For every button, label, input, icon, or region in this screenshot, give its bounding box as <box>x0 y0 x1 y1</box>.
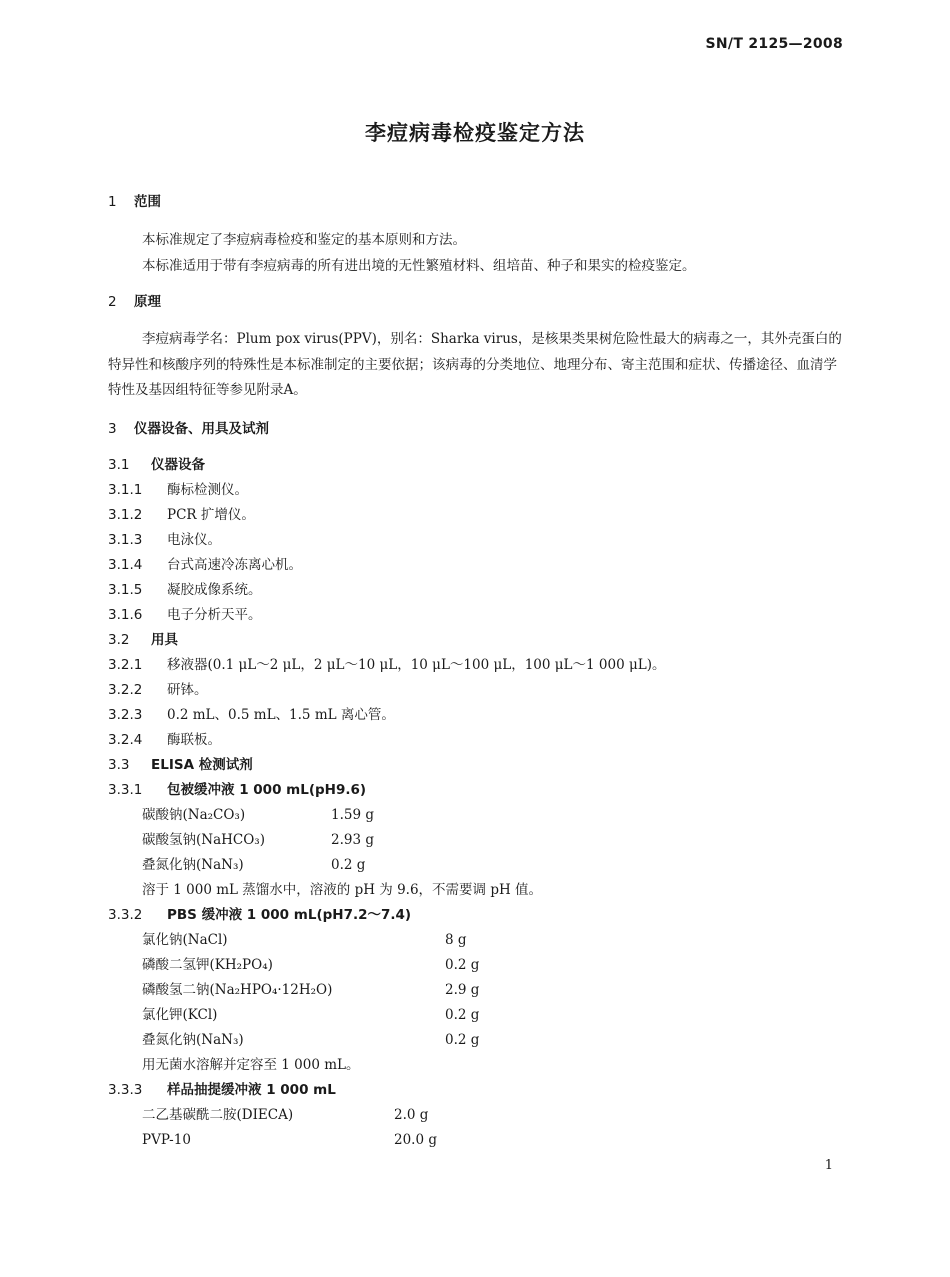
reagent-row <box>108 828 848 853</box>
reagent-row <box>108 1003 848 1028</box>
reagent-amount: 8 g <box>445 932 467 948</box>
reagent-row <box>108 853 848 878</box>
equipment-list <box>108 453 848 1153</box>
list-item <box>108 478 848 503</box>
item-text: 酶标检测仪。 <box>167 482 248 498</box>
subsection-heading <box>108 453 848 478</box>
reagent-amount: 0.2 g <box>331 857 366 873</box>
subsection-heading <box>108 628 848 653</box>
reagent-row <box>108 803 848 828</box>
paragraph: 李痘病毒学名：Plum pox virus(PPV)，别名：Sharka virus，是核果类果树危险性最大的病毒之一，其外壳蛋白的特异性和核酸序列的特殊性是本标准制定的主要依据；该病毒的分类地位、地理分布、寄主范围和症状、传播途径、血清学特性及基因组特征等参见附录A。 <box>108 331 842 398</box>
reagent-name: 碳酸钠(Na₂CO₃) <box>142 807 246 823</box>
reagent-amount: 1.59 g <box>331 807 374 823</box>
subsection-title: 用具 <box>151 632 178 648</box>
principle-body <box>108 327 848 404</box>
reagent-amount: 2.93 g <box>331 832 374 848</box>
item-number: 3.2.3 <box>108 707 143 723</box>
reagent-amount: 0.2 g <box>445 957 480 973</box>
item-number: 3.3.3 <box>108 1082 143 1098</box>
item-text: 移液器(0.1 μL～2 μL，2 μL～10 μL，10 μL～100 μL，100 μL～1 000 μL)。 <box>167 657 666 673</box>
reagent-row <box>108 978 848 1003</box>
list-item <box>108 728 848 753</box>
reagent-name: PVP-10 <box>142 1132 191 1148</box>
section-number: 2 <box>108 294 117 310</box>
list-item <box>108 578 848 603</box>
section-title: 仪器设备、用具及试剂 <box>134 421 269 437</box>
reagent-name: 磷酸氢二钠(Na₂HPO₄·12H₂O) <box>142 982 333 998</box>
subsection-title: 仪器设备 <box>151 457 205 473</box>
reagent-name: 叠氮化钠(NaN₃) <box>142 857 244 873</box>
reagent-name: 磷酸二氢钾(KH₂PO₄) <box>142 957 273 973</box>
paragraph: 本标准规定了李痘病毒检疫和鉴定的基本原则和方法。 <box>142 232 466 248</box>
reagent-amount: 2.0 g <box>394 1107 429 1123</box>
list-item <box>108 653 848 678</box>
item-number: 3.1.1 <box>108 482 143 498</box>
scope-body <box>108 228 848 279</box>
section-heading <box>108 417 848 442</box>
reagent-title: PBS 缓冲液 1 000 mL(pH7.2～7.4) <box>167 907 412 923</box>
item-number: 3.3.2 <box>108 907 143 923</box>
reagent-heading <box>108 1078 848 1103</box>
item-text: 凝胶成像系统。 <box>167 582 262 598</box>
reagent-name: 碳酸氢钠(NaHCO₃) <box>142 832 265 848</box>
item-number: 3.2.1 <box>108 657 143 673</box>
item-number: 3.1.2 <box>108 507 143 523</box>
item-text: 电泳仪。 <box>167 532 221 548</box>
list-item <box>108 553 848 578</box>
item-number: 3.3.1 <box>108 782 143 798</box>
subsection-title: ELISA 检测试剂 <box>151 757 253 773</box>
reagent-name: 氯化钾(KCl) <box>142 1007 218 1023</box>
list-item <box>108 503 848 528</box>
subsection-number: 3.2 <box>108 632 130 648</box>
reagent-name: 叠氮化钠(NaN₃) <box>142 1032 244 1048</box>
reagent-amount: 0.2 g <box>445 1007 480 1023</box>
list-item <box>108 703 848 728</box>
note-text: 溶于 1 000 mL 蒸馏水中，溶液的 pH 为 9.6，不需要调 pH 值。 <box>142 882 543 898</box>
subsection-number: 3.3 <box>108 757 130 773</box>
subsection-number: 3.1 <box>108 457 130 473</box>
section-scope <box>108 190 848 215</box>
section-heading <box>108 290 848 315</box>
note-text: 用无菌水溶解并定容至 1 000 mL。 <box>142 1057 360 1073</box>
list-item <box>108 678 848 703</box>
section-number: 3 <box>108 421 117 437</box>
item-text: 研钵。 <box>167 682 208 698</box>
list-item <box>108 528 848 553</box>
item-text: PCR 扩增仪。 <box>167 507 255 523</box>
reagent-name: 二乙基碳酰二胺(DIECA) <box>142 1107 294 1123</box>
reagent-row <box>108 928 848 953</box>
item-number: 3.2.2 <box>108 682 143 698</box>
reagent-note <box>108 878 848 903</box>
reagent-note <box>108 1053 848 1078</box>
reagent-amount: 20.0 g <box>394 1132 437 1148</box>
reagent-row <box>108 1128 848 1153</box>
item-text: 0.2 mL、0.5 mL、1.5 mL 离心管。 <box>167 707 395 723</box>
standard-number: SN/T 2125—2008 <box>705 36 843 52</box>
section-title: 原理 <box>134 294 161 310</box>
item-text: 台式高速冷冻离心机。 <box>167 557 302 573</box>
section-number: 1 <box>108 194 117 210</box>
reagent-amount: 0.2 g <box>445 1032 480 1048</box>
reagent-amount: 2.9 g <box>445 982 480 998</box>
reagent-name: 氯化钠(NaCl) <box>142 932 228 948</box>
reagent-row <box>108 953 848 978</box>
reagent-row <box>108 1028 848 1053</box>
document-title: 李痘病毒检疫鉴定方法 <box>365 121 585 145</box>
subsection-heading <box>108 753 848 778</box>
item-text: 酶联板。 <box>167 732 221 748</box>
reagent-title: 样品抽提缓冲液 1 000 mL <box>167 1082 336 1098</box>
page-number: 1 <box>824 1158 833 1173</box>
item-number: 3.1.5 <box>108 582 143 598</box>
paragraph: 本标准适用于带有李痘病毒的所有进出境的无性繁殖材料、组培苗、种子和果实的检疫鉴定。 <box>142 257 696 274</box>
item-number: 3.1.4 <box>108 557 143 573</box>
reagent-title: 包被缓冲液 1 000 mL(pH9.6) <box>167 782 367 798</box>
item-number: 3.2.4 <box>108 732 143 748</box>
item-number: 3.1.6 <box>108 607 143 623</box>
item-number: 3.1.3 <box>108 532 143 548</box>
list-item <box>108 603 848 628</box>
section-principle <box>108 290 848 315</box>
section-title: 范围 <box>134 194 161 210</box>
item-text: 电子分析天平。 <box>167 607 262 623</box>
section-equipment <box>108 417 848 442</box>
reagent-row <box>108 1103 848 1128</box>
reagent-heading <box>108 778 848 803</box>
reagent-heading <box>108 903 848 928</box>
section-heading <box>108 190 848 215</box>
